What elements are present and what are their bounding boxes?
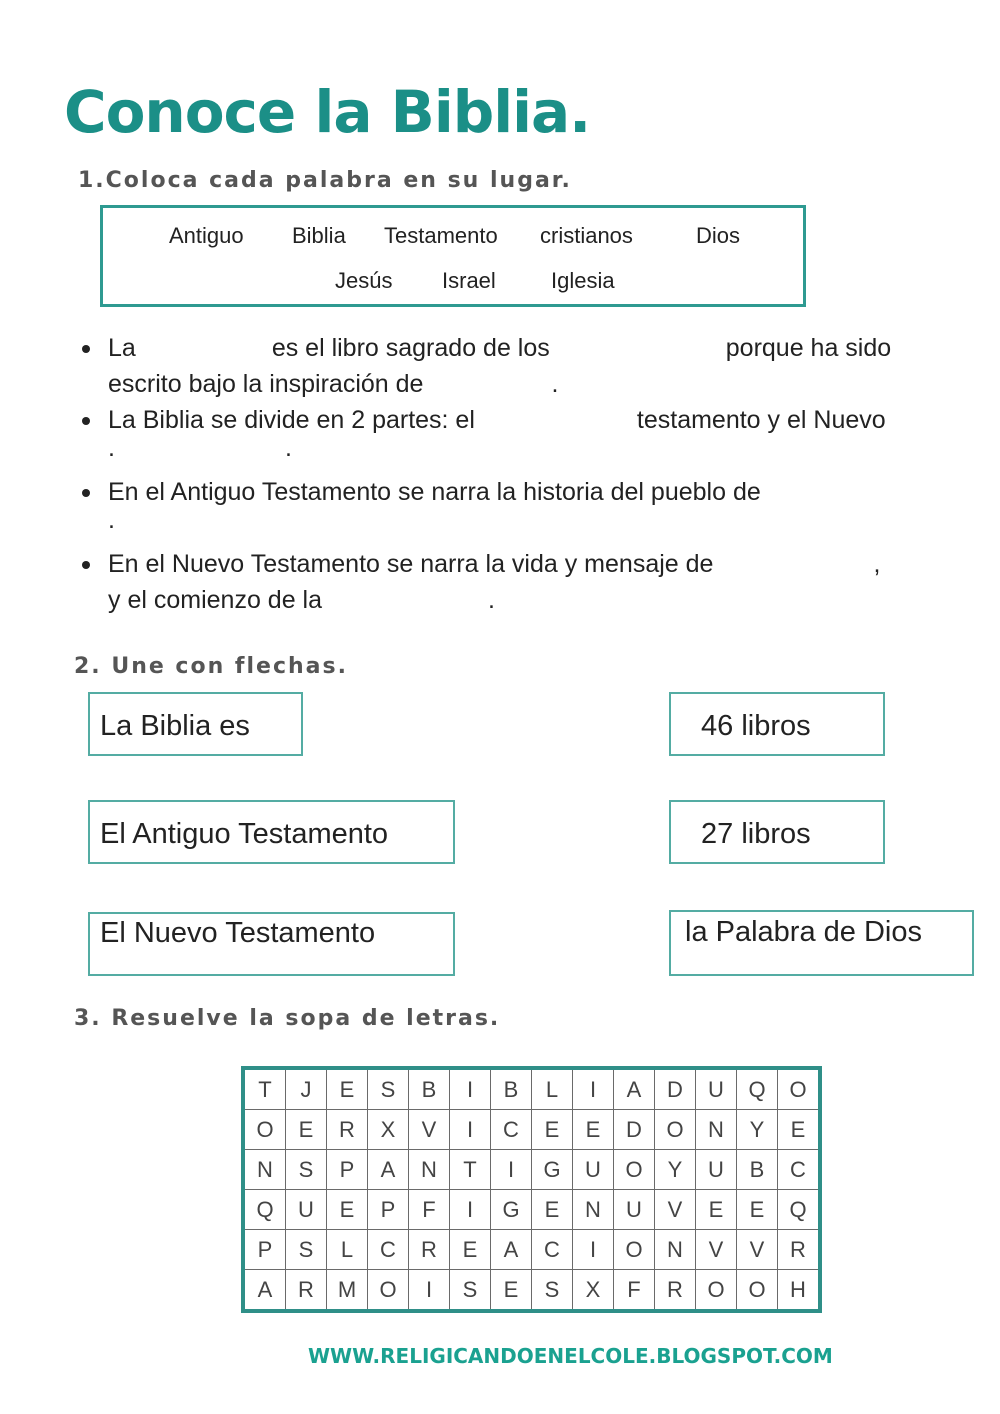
grid-cell[interactable]: E [532,1110,573,1150]
grid-cell[interactable]: O [737,1270,778,1312]
grid-row [243,1230,820,1270]
grid-cell[interactable]: F [409,1190,450,1230]
grid-cell[interactable]: Y [737,1110,778,1150]
page-title: Conoce la Biblia. [64,78,591,146]
word-search-grid [241,1066,822,1313]
sentence-text: y el comienzo de la [108,586,323,614]
match-right-2[interactable]: 27 libros [669,800,885,864]
grid-cell[interactable]: I [450,1110,491,1150]
grid-cell[interactable]: E [778,1110,821,1150]
grid-cell[interactable]: I [491,1150,532,1190]
grid-cell[interactable]: T [450,1150,491,1190]
grid-cell[interactable]: B [737,1150,778,1190]
grid-cell[interactable]: I [573,1230,614,1270]
grid-cell[interactable]: J [286,1068,327,1110]
grid-row [243,1068,820,1110]
sentence-text: . [488,586,495,614]
grid-cell[interactable]: E [491,1270,532,1312]
sentence-2 [78,402,958,474]
grid-cell[interactable]: A [491,1230,532,1270]
grid-cell[interactable]: U [696,1068,737,1110]
fill-in-sentences [78,330,958,618]
grid-row [243,1110,820,1150]
sentence-text: testamento y el Nuevo [636,406,886,434]
sentence-1 [78,330,958,402]
grid-cell[interactable]: Q [243,1190,286,1230]
grid-cell[interactable]: O [243,1110,286,1150]
section-1-heading: 1.Coloca cada palabra en su lugar. [78,168,572,193]
footer-url[interactable]: WWW.RELIGICANDOENELCOLE.BLOGSPOT.COM [308,1344,833,1368]
grid-row [243,1190,820,1230]
grid-cell[interactable]: O [614,1150,655,1190]
grid-cell[interactable]: S [532,1270,573,1312]
grid-cell[interactable]: R [327,1110,368,1150]
match-left-1[interactable]: La Biblia es [88,692,303,756]
grid-cell[interactable]: I [450,1068,491,1110]
grid-cell[interactable]: U [696,1150,737,1190]
grid-cell[interactable]: L [327,1230,368,1270]
grid-cell[interactable]: M [327,1270,368,1312]
grid-cell[interactable]: S [286,1150,327,1190]
grid-cell[interactable]: L [532,1068,573,1110]
grid-cell[interactable]: P [368,1190,409,1230]
grid-cell[interactable]: G [491,1190,532,1230]
grid-cell[interactable]: O [696,1270,737,1312]
grid-cell[interactable]: N [409,1150,450,1190]
grid-cell[interactable]: U [614,1190,655,1230]
word-bank-item: Testamento [384,223,498,248]
grid-cell[interactable]: R [409,1230,450,1270]
sentence-text: . [551,370,559,398]
grid-cell[interactable]: Y [655,1150,696,1190]
grid-cell[interactable]: A [243,1270,286,1312]
grid-cell[interactable]: V [696,1230,737,1270]
grid-cell[interactable]: D [614,1110,655,1150]
grid-cell[interactable]: B [491,1068,532,1110]
grid-cell[interactable]: S [286,1230,327,1270]
grid-cell[interactable]: R [778,1230,821,1270]
grid-cell[interactable]: E [573,1110,614,1150]
grid-cell[interactable]: C [532,1230,573,1270]
grid-row [243,1270,820,1312]
grid-cell[interactable]: N [696,1110,737,1150]
sentence-3 [78,474,958,546]
grid-cell[interactable]: Q [778,1190,821,1230]
grid-cell[interactable]: I [573,1068,614,1110]
grid-cell[interactable]: C [778,1150,821,1190]
grid-cell[interactable]: E [450,1230,491,1270]
grid-cell[interactable]: A [614,1068,655,1110]
grid-cell[interactable]: P [243,1230,286,1270]
word-bank-item: cristianos [540,223,633,248]
grid-cell[interactable]: O [655,1110,696,1150]
grid-cell[interactable]: N [655,1230,696,1270]
grid-cell[interactable]: N [573,1190,614,1230]
word-bank [100,205,806,307]
grid-cell[interactable]: E [532,1190,573,1230]
sentence-text: , [873,550,881,578]
sentence-text: La [108,334,136,362]
word-bank-item: Iglesia [551,268,615,293]
grid-cell[interactable]: S [450,1270,491,1312]
match-left-2[interactable]: El Antiguo Testamento [88,800,455,864]
grid-cell[interactable]: Q [737,1068,778,1110]
grid-cell[interactable]: D [655,1068,696,1110]
grid-cell[interactable]: V [655,1190,696,1230]
sentence-text: . [108,506,115,534]
grid-cell[interactable]: O [778,1068,821,1110]
grid-cell[interactable]: V [409,1110,450,1150]
sentence-text: La Biblia se divide en 2 partes: el [108,406,475,434]
grid-cell[interactable]: V [737,1230,778,1270]
grid-cell[interactable]: F [614,1270,655,1312]
grid-cell[interactable]: E [327,1068,368,1110]
grid-cell[interactable]: T [243,1068,286,1110]
grid-cell[interactable]: X [573,1270,614,1312]
word-bank-item: Israel [442,268,496,293]
match-right-3[interactable]: la Palabra de Dios [669,910,974,976]
grid-cell[interactable]: R [286,1270,327,1312]
grid-cell[interactable]: O [614,1230,655,1270]
word-bank-item: Biblia [292,223,346,248]
sentence-text: . [108,434,115,462]
grid-cell[interactable]: B [409,1068,450,1110]
grid-cell[interactable]: C [491,1110,532,1150]
grid-cell[interactable]: X [368,1110,409,1150]
grid-cell[interactable]: N [243,1150,286,1190]
match-right-1[interactable]: 46 libros [669,692,885,756]
sentence-text: porque ha sido [725,334,892,362]
sentence-text: En el Antiguo Testamento se narra la historia del pueblo de [108,478,761,506]
grid-cell[interactable]: G [532,1150,573,1190]
grid-cell[interactable]: P [327,1150,368,1190]
grid-cell[interactable]: I [409,1270,450,1312]
word-bank-item: Antiguo [169,223,244,248]
sentence-text: es el libro sagrado de los [271,334,550,362]
sentence-text: escrito bajo la inspiración de [108,370,424,398]
word-bank-item: Dios [696,223,741,248]
grid-cell[interactable]: H [778,1270,821,1312]
section-3-heading: 3. Resuelve la sopa de letras. [74,1006,501,1031]
grid-cell[interactable]: E [737,1190,778,1230]
section-2-heading: 2. Une con flechas. [74,654,348,679]
word-bank-item: Jesús [335,268,393,293]
grid-cell[interactable]: C [368,1230,409,1270]
grid-cell[interactable]: U [573,1150,614,1190]
grid-cell[interactable]: O [368,1270,409,1312]
sentence-text: En el Nuevo Testamento se narra la vida y mensaje de [108,550,714,578]
grid-cell[interactable]: I [450,1190,491,1230]
grid-cell[interactable]: R [655,1270,696,1312]
grid-cell[interactable]: E [696,1190,737,1230]
grid-cell[interactable]: A [368,1150,409,1190]
grid-row [243,1150,820,1190]
sentence-text: . [284,434,292,462]
grid-cell[interactable]: S [368,1068,409,1110]
grid-cell[interactable]: E [286,1110,327,1150]
grid-cell[interactable]: U [286,1190,327,1230]
match-left-3[interactable]: El Nuevo Testamento [88,912,455,976]
sentence-4 [78,546,958,618]
grid-cell[interactable]: E [327,1190,368,1230]
